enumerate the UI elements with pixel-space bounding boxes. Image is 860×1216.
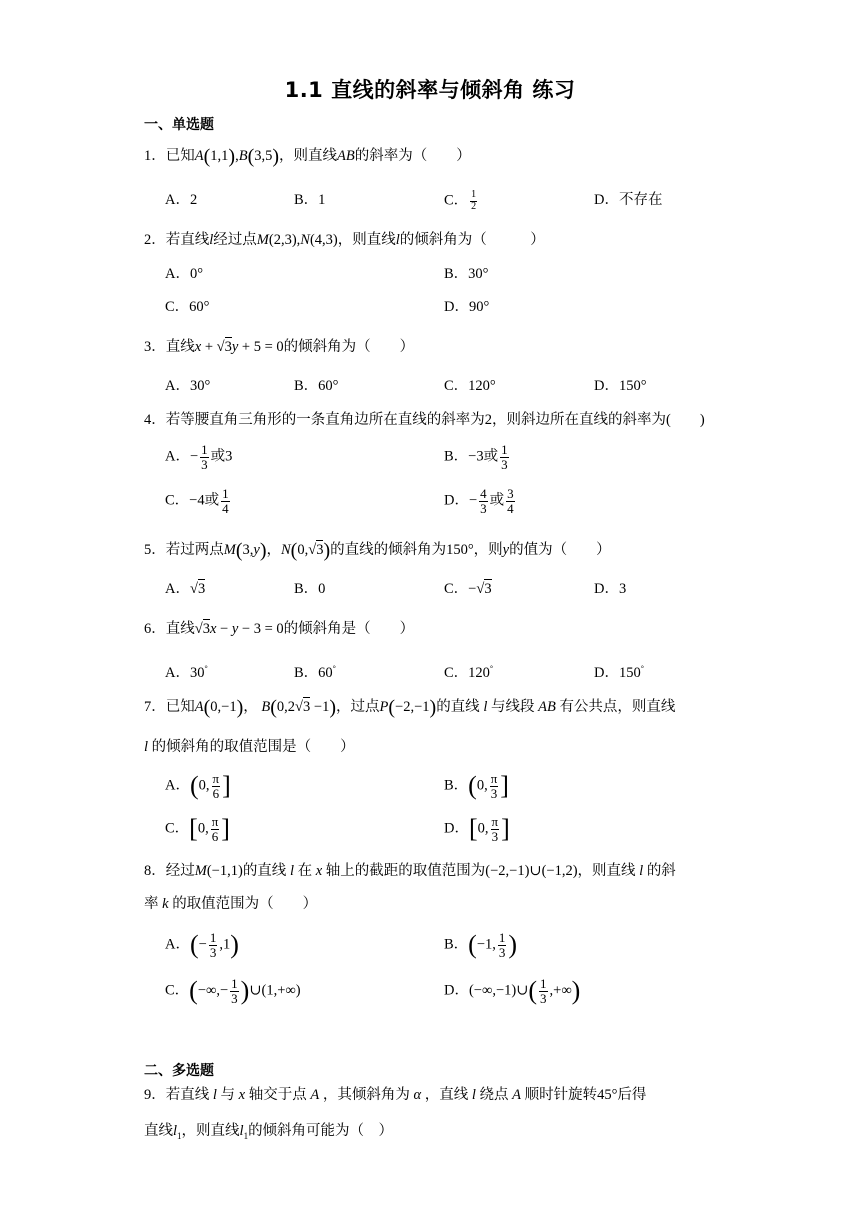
q1-option-b[interactable]: B．1 [294, 192, 326, 208]
q3-option-d[interactable]: D．150° [594, 378, 647, 394]
q6-option-b[interactable]: B．60° [294, 664, 336, 681]
q1-option-a[interactable]: A．2 [165, 192, 198, 208]
section-single-choice: 一、单选题 [144, 117, 214, 133]
question-9-line-2: 直线$l_1$，则直线$l_1$的倾斜角可能为（ ） [144, 1123, 394, 1141]
q4-option-a[interactable]: A．− $\frac{1}{3}$ 或3 [165, 442, 233, 472]
q8-option-b[interactable]: B．(−1, $\frac{1}{3}$ ) [444, 930, 518, 960]
question-5: 5．若过两点M(3,y)，N(0,√3)的直线的倾斜角为150°，则y的值为（ ） [144, 539, 611, 562]
question-7-line-2: l 的倾斜角的取值范围是（ ） [144, 739, 355, 755]
q2-option-a[interactable]: A．0° [165, 266, 204, 282]
q7-option-a[interactable]: A．(0, $\frac{\pi}{6}$ ] [165, 771, 231, 801]
question-2: 2．若直线l经过点M(2,3),N(4,3)，则直线l的倾斜角为（ ） [144, 232, 545, 248]
q6-option-a[interactable]: A．30° [165, 664, 208, 681]
q8-option-a[interactable]: A．(− $\frac{1}{3}$ ,1) [165, 930, 239, 960]
q5-option-c[interactable]: C．−√3 [444, 581, 492, 597]
question-6: 6．直线√3x − y − 3 = 0的倾斜角是（ ） [144, 621, 415, 637]
q5-option-b[interactable]: B．0 [294, 581, 326, 597]
question-9: 9．若直线 l 与 x 轴交于点 A ，其倾斜角为 α ，直线 l 绕点 A 顺时针旋转45°后得 [144, 1087, 647, 1103]
q6-option-c[interactable]: C．120° [444, 664, 494, 681]
question-8-line-2: 率 k 的取值范围为（ ） [144, 896, 318, 912]
q6-option-d[interactable]: D．150° [594, 664, 644, 681]
q7-option-c[interactable]: C．[0, $\frac{\pi}{6}$ ] [165, 814, 230, 844]
q2-option-d[interactable]: D．90° [444, 299, 490, 315]
q2-option-c[interactable]: C．60° [165, 299, 210, 315]
q2-option-b[interactable]: B．30° [444, 266, 489, 282]
q4-option-d[interactable]: D．− $\frac{4}{3}$ 或 $\frac{3}{4}$ [444, 486, 514, 516]
q1-option-d[interactable]: D．不存在 [594, 192, 663, 208]
q5-option-a[interactable]: A．√3 [165, 581, 206, 597]
q8-option-d[interactable]: D．(−∞,−1)∪( $\frac{1}{3}$ ,+∞) [444, 976, 581, 1006]
question-1: 1．已知A(1,1),B(3,5)，则直线AB的斜率为（ ） [144, 145, 471, 168]
section-multiple-choice: 二、多选题 [144, 1063, 214, 1079]
page-title: 1.1 直线的斜率与倾斜角 练习 [284, 78, 576, 102]
question-3: 3．直线x + √3y + 5 = 0的倾斜角为（ ） [144, 339, 415, 355]
q4-option-b[interactable]: B．−3或 $\frac{1}{3}$ [444, 442, 508, 472]
q1-option-c[interactable]: C． $\frac{1}{2}$ [444, 189, 477, 212]
q5-option-d[interactable]: D．3 [594, 581, 627, 597]
question-4: 4．若等腰直角三角形的一条直角边所在直线的斜率为2，则斜边所在直线的斜率为( ) [144, 412, 705, 428]
q3-option-b[interactable]: B．60° [294, 378, 339, 394]
q7-option-b[interactable]: B．(0, $\frac{\pi}{3}$ ] [444, 771, 509, 801]
q4-option-c[interactable]: C．−4或 $\frac{1}{4}$ [165, 486, 229, 516]
q7-option-d[interactable]: D．[0, $\frac{\pi}{3}$ ] [444, 814, 510, 844]
question-7: 7．已知A(0,−1)， B(0,2√3 −1)，过点P(−2,−1)的直线 l 与线段 AB 有公共点，则直线 [144, 696, 676, 719]
q3-option-a[interactable]: A．30° [165, 378, 211, 394]
q3-option-c[interactable]: C．120° [444, 378, 496, 394]
q8-option-c[interactable]: C．(−∞,− $\frac{1}{3}$ )∪(1,+∞) [165, 976, 301, 1006]
question-8: 8．经过M(−1,1)的直线 l 在 x 轴上的截距的取值范围为(−2,−1)∪(−1,2)，则直线 l 的斜 [144, 863, 676, 879]
